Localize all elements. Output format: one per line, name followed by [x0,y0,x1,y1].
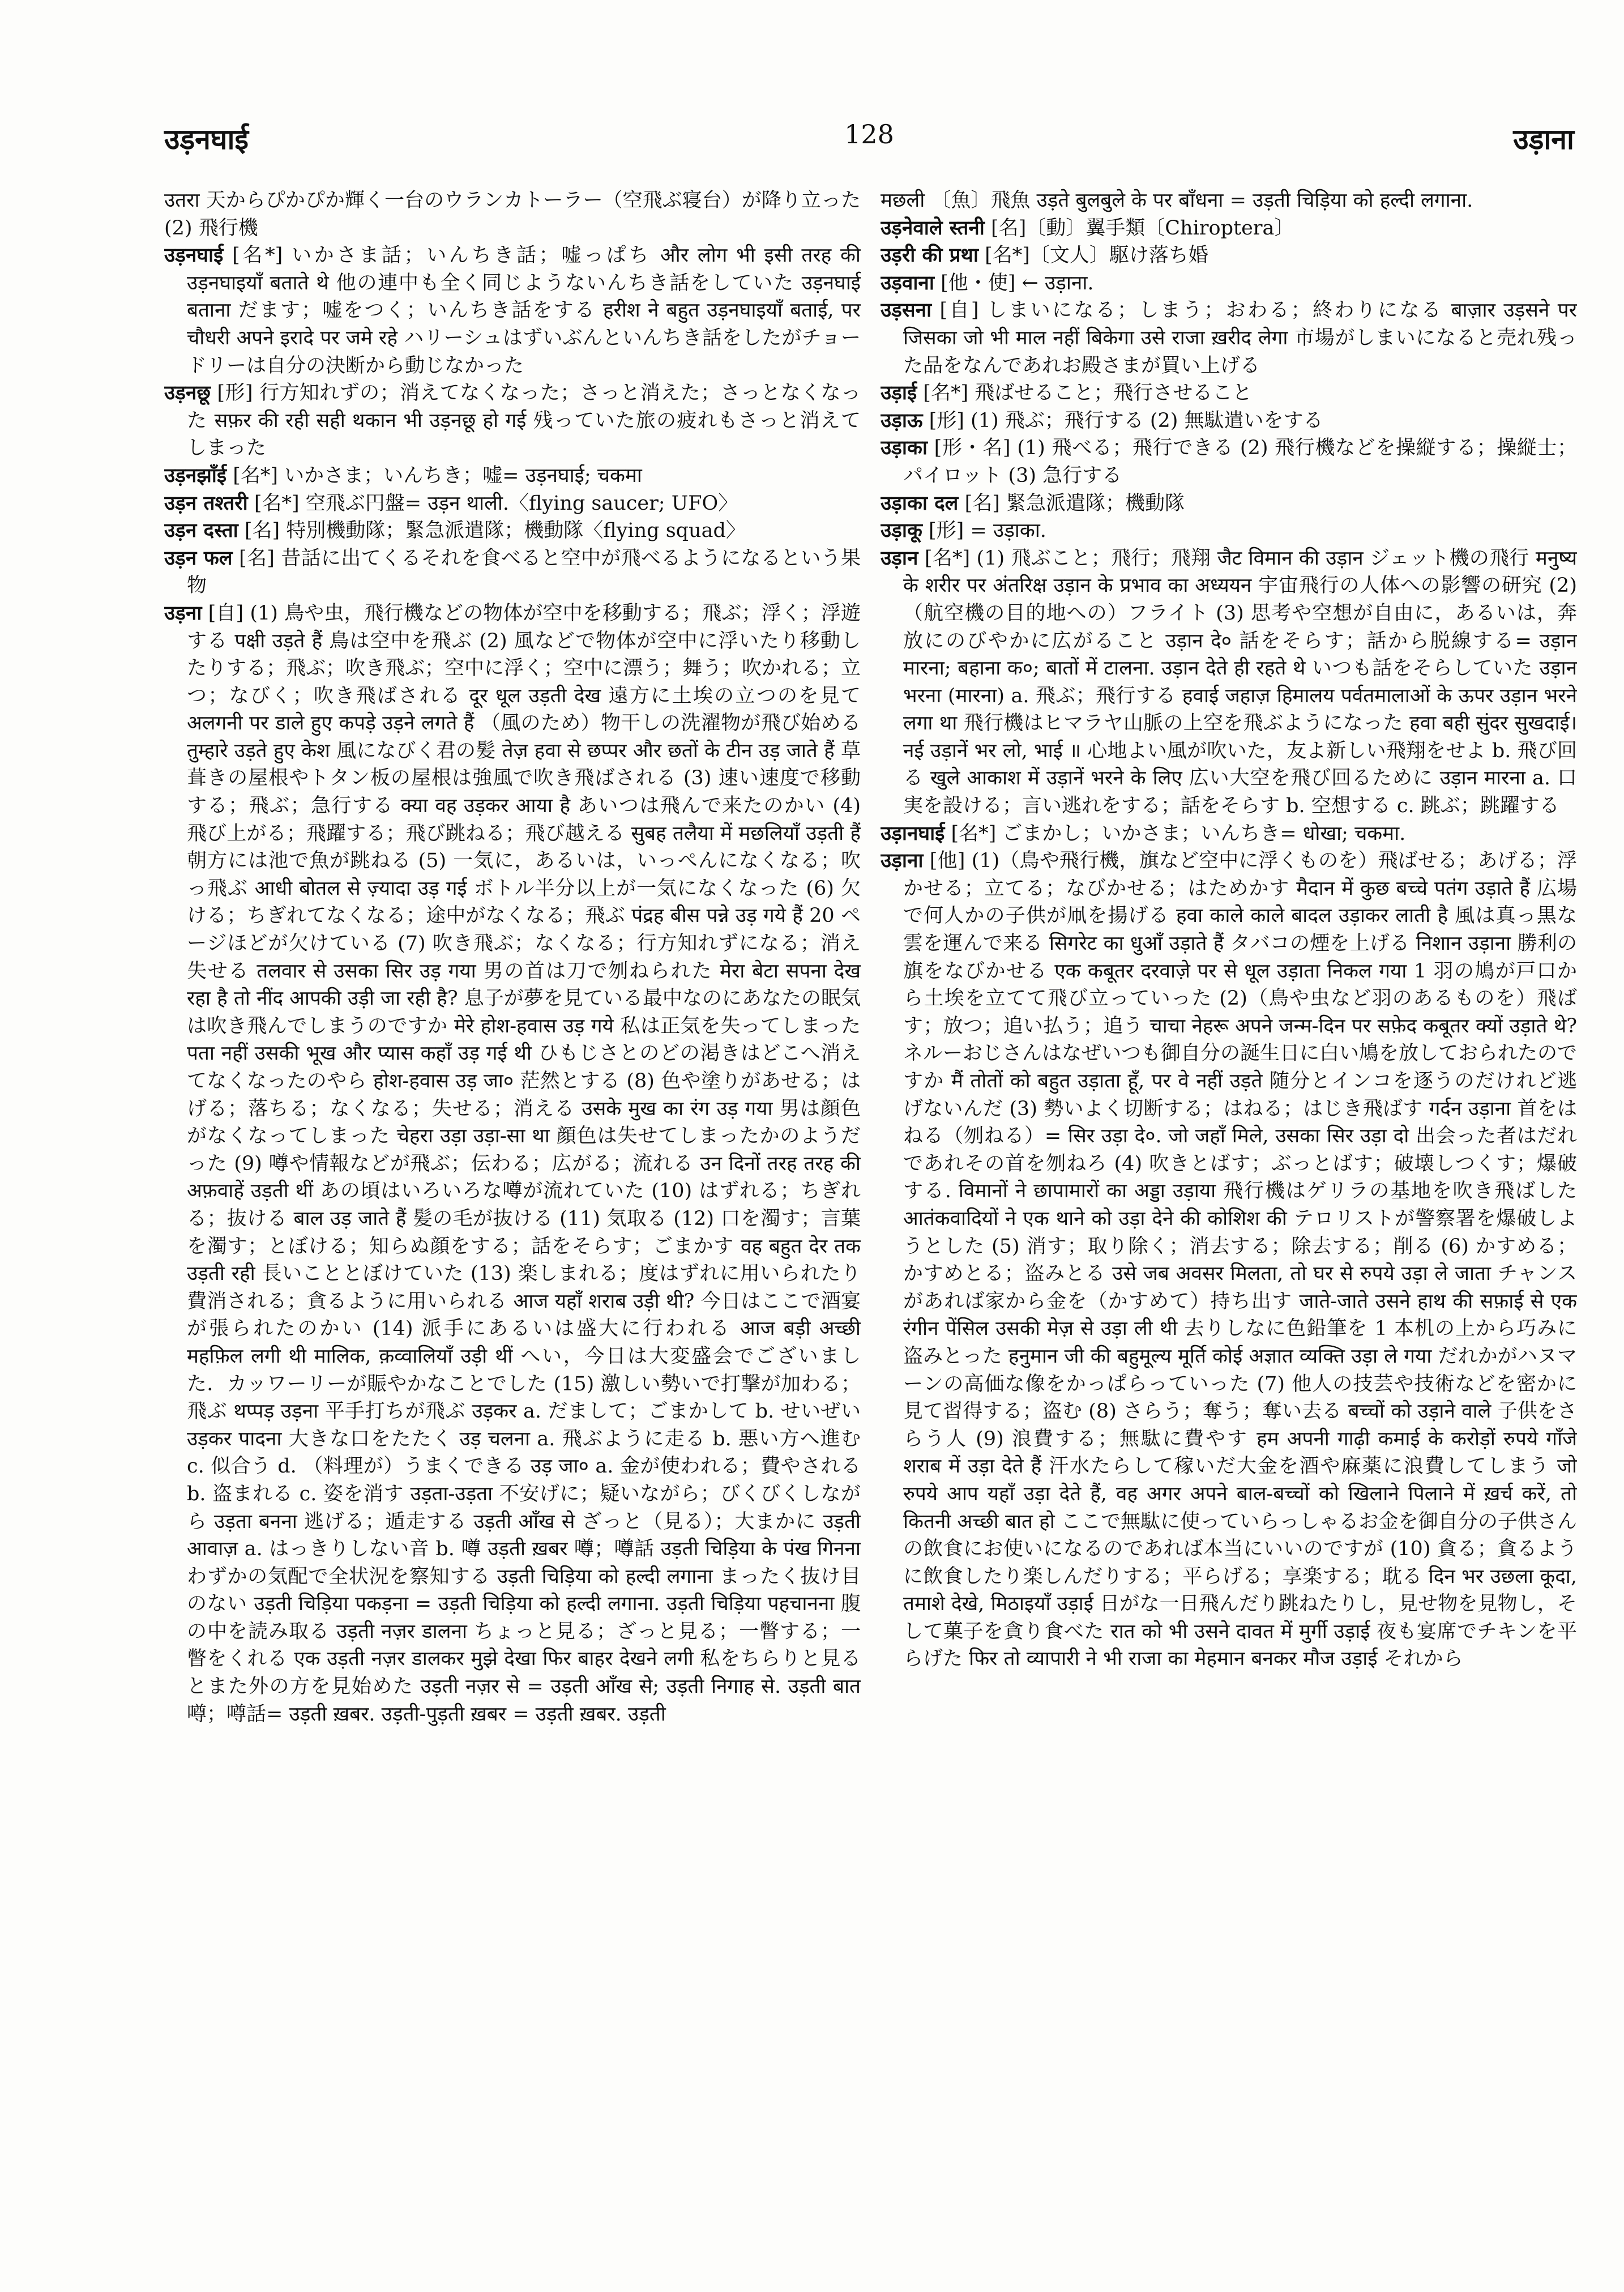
entry-body: [名]〔動〕翼手類〔Chiroptera〕 [990,216,1294,240]
dictionary-entry [881,820,1577,848]
entry-body: [形・名] (1) 飛べる；飛行できる (2) 飛行機などを操縦する；操縦士；パイロット (3) 急行する [903,437,1577,487]
entry-body: [名*] いかさま；いんちき；嘘= उड़नघाई; चकमा [233,464,642,487]
entry-headword: उड़न दस्ता [164,519,238,543]
entry-body: [名] 緊急派遣隊；機動隊 [964,492,1185,515]
dictionary-entry [881,490,1577,518]
dictionary-entry [164,517,861,545]
page-number: 128 [844,119,894,150]
page-header [164,113,1574,159]
entry-body: [自] (1) 鳥や虫，飛行機などの物体が空中を移動する；飛ぶ；浮く；浮遊する पक्षी उड़ते हैं 鳥は空中を飛ぶ (2) 風などで物体が空中に浮いたり移動したりする；飛ぶ；吹き飛ぶ；空中に浮く；空中に漂う；舞う；吹かれる；立つ；なびく；吹き飛ばされる दूर धूल उड़ती देख 遠方に土埃の立つのを見て अलगनी पर डाले हुए कपड़े उड़ने लगते हैं （風のため）物干しの洗濯物が飛び始める तुम्हारे उड़ते हुए केश 風になびく君の髪 तेज़ हवा से छप्पर और छतों के टीन उड़ जाते हैं 草葺きの屋根やトタン板の屋根は強風で吹き飛ばされる (3) 速い速度で移動する；飛ぶ；急行する क्या वह उड़कर आया है あいつは飛んで来たのかい (4) 飛び上がる；飛躍する；飛び跳ねる；飛び越える सुबह तलैया में मछलियाँ उड़ती हैं 朝方には池で魚が跳ねる (5) 一気に，あるいは，いっぺんになくなる；吹っ飛ぶ आधी बोतल से ज़्यादा उड़ गई ボトル半分以上が一気になくなった (6) 欠ける；ちぎれてなくなる；途中がなくなる；飛ぶ पंद्रह बीस पन्ने उड़ गये हैं 20 ページほどが欠けている (7) 吹き飛ぶ；なくなる；行方知れずになる；消え失せる तलवार से उसका सिर उड़ गया 男の首は刀で刎ねられた मेरा बेटा सपना देख रहा है तो नींद आपकी उड़ी जा रही है? 息子が夢を見ている最中なのにあなたの眠気は吹き飛んでしまうのですか मेरे होश-हवास उड़ गये 私は正気を失ってしまった पता नहीं उसकी भूख और प्यास कहाँ उड़ गई थी ひもじさとのどの渇きはどこへ消えてなくなったのやら होश-हवास उड़ जा० 茫然とする (8) 色や塗りがあせる；はげる；落ちる；なくなる；失せる；消える उसके मुख का रंग उड़ गया 男は顔色がなくなってしまった चेहरा उड़ा उड़ा-सा था 顔色は失せてしまったかのようだった (9) 噂や情報などが飛ぶ；伝わる；広がる；流れる उन दिनों तरह तरह की अफ़वाहें उड़ती थीं あの頃はいろいろな噂が流れていた (10) はずれる；ちぎれる；抜ける बाल उड़ जाते हैं 髪の毛が抜ける (11) 気取る (12) 口を濁す；言葉を濁す；とぼける；知らぬ顔をする；話をそらす；ごまかす वह बहुत देर तक उड़ती रही 長いこととぼけていた (13) 楽しまれる；度はずれに用いられたり費消される；貪るように用いられる आज यहाँ शराब उड़ी थी? 今日はここで酒宴が張られたのかい (14) 派手にあるいは盛大に行われる आज बड़ी अच्छी महफ़िल लगी थी मालिक, क़व्वालियाँ उड़ी थीं へい，今日は大変盛会でございました．カッワーリーが賑やかなことでした (15) 激しい勢いで打撃が加わる；飛ぶ थप्पड़ उड़ना 平手打ちが飛ぶ उड़कर a. だまして；ごまかして b. せいぜい उड़कर पादना 大きな口をたたく उड़ चलना a. 飛ぶように走る b. 悪い方へ進む c. 似合う d. （料理が）うまくできる उड़ जा० a. 金が使われる；費やされる b. 盗まれる c. 姿を消す उड़ता-उड़ता 不安げに；疑いながら；びくびくしながら उड़ता बनना 逃げる；遁走する उड़ती आँख से ざっと（見る）；大まかに उड़ती आवाज़ a. はっきりしない音 b. 噂 उड़ती ख़बर 噂；噂話 उड़ती चिड़िया के पंख गिनना わずかの気配で全状況を察知する उड़ती चिड़िया को हल्दी लगाना まったく抜け目のない उड़ती चिड़िया पकड़ना = उड़ती चिड़िया को हल्दी लगाना. उड़ती चिड़िया पहचानना 腹の中を読み取る उड़ती नज़र डालना ちょっと見る；ざっと見る；一瞥する；一瞥をくれる एक उड़ती नज़र डालकर मुझे देखा फिर बाहर देखने लगी 私をちらりと見るとまた外の方を見始めた उड़ती नज़र से = उड़ती आँख से; उड़ती निगाह से. उड़ती बात 噂；噂話= उड़ती ख़बर. उड़ती-पुड़ती ख़बर = उड़ती ख़बर. उड़ती [187,601,861,1726]
entry-headword: उड़ाई [881,381,917,405]
right-column [881,187,1577,2248]
entry-body: [形] (1) 飛ぶ；飛行する (2) 無駄遣いをする [929,409,1323,432]
dictionary-entry [881,242,1577,270]
dictionary-entry [881,270,1577,297]
entry-body: [名*] 飛ばせること；飛行させること [923,382,1253,405]
entry-headword: उड़ान [881,546,918,570]
dictionary-entry [881,297,1577,379]
dictionary-entry [164,600,861,1728]
right-running-headword: उड़ाना [1513,122,1574,156]
entry-headword: उड़री की प्रथा [881,244,978,267]
dictionary-entry [164,379,861,462]
entry-headword: उड़ाका [881,436,928,460]
dictionary-entry [164,490,861,518]
left-running-headword: उड़नघाई [164,122,249,156]
dictionary-entry [164,187,861,242]
dictionary-entry [881,847,1577,1673]
dictionary-entry [881,407,1577,435]
dictionary-entry [164,545,861,600]
entry-headword: उड़ाऊ [881,408,923,432]
entry-headword: उड़ाना [881,849,924,873]
entry-headword: उड़न फल [164,546,233,570]
dictionary-entry [881,434,1577,489]
entry-body: [名*] 空飛ぶ円盤= उड़न थाली.〈flying saucer; UFO〉 [254,492,738,515]
left-column [164,187,861,2248]
dictionary-entry [881,379,1577,407]
entry-body: उतरा 天からぴかぴか輝く一台のウランカトーラー（空飛ぶ寝台）が降り立った (2) 飛行機 [164,189,861,240]
dictionary-entry [881,545,1577,820]
entry-headword: उड़ाका दल [881,491,959,515]
entry-headword: उड़न तश्तरी [164,491,248,515]
entry-body: मछली 〔魚〕飛魚 उड़ते बुलबुले के पर बाँधना = उड़ती चिड़िया को हल्दी लगाना. [881,189,1473,212]
entry-headword: उड़वाना [881,271,934,294]
entry-body: [名*] (1) 飛ぶこと；飛行；飛翔 जैट विमान की उड़ान ジェット機の飛行 मनुष्य के शरीर पर अंतरिक्ष उड़ान के प्रभाव का अध्ययन 宇宙飛行の人体への影響の研究 (2)（航空機の目的地への）フライト (3) 思考や空想が自由に，あるいは，奔放にのびやかに広がること उड़ान दे० 話をそらす；話から脱線する= उड़ान मारना; बहाना क०; बातों में टालना. उड़ान देते ही रहते थे いつも話をそらしていた उड़ान भरना (मारना) a. 飛ぶ；飛行する हवाई जहाज़ हिमालय पर्वतमालाओं के ऊपर उड़ान भरने लगा था 飛行機はヒマラヤ山脈の上空を飛ぶようになった हवा बही सुंदर सुखदाई। नई उड़ानें भर लो, भाई ॥ 心地よい風が吹いた，友よ新しい飛翔をせよ b. 飛び回る खुले आकाश में उड़ानें भरने के लिए 広い大空を飛び回るために उड़ान मारना a. 口実を設ける；言い逃れをする；話をそらす b. 空想する c. 跳ぶ；跳躍する [903,547,1577,818]
entry-headword: उड़नघाई [164,244,224,267]
entry-body: [名*] ごまかし；いかさま；いんちき= धोखा; चकमा. [951,822,1406,845]
dictionary-entry [881,187,1577,215]
entry-headword: उड़ाकू [881,519,922,543]
entry-body: [自] しまいになる；しまう；おわる；終わりになる बाज़ार उड़सने पर जिसका जो भी माल नहीं बिकेगा उसे राजा ख़रीद लेगा 市場がしまいになると売れ残った品をなんであれお殿さまが買い上げる [903,299,1577,377]
entry-body: [名*]〔文人〕駆け落ち婚 [985,244,1208,267]
entry-headword: उड़नछू [164,381,211,405]
dictionary-entry [881,215,1577,242]
dictionary-entry [881,517,1577,545]
entry-body: [形] 行方知れずの；消えてなくなった；さっと消えた；さっとなくなった सफ़र की रही सही थकान भी उड़नछू हो गई 残っていた旅の疲れもさっと消えてしまった [187,382,861,460]
entry-body: [形] = उड़ाका. [929,519,1046,543]
entry-body: [名] 特別機動隊；緊急派遣隊；機動隊〈flying squad〉 [244,519,746,543]
entry-headword: उड़नझाँई [164,463,227,487]
dictionary-entry [164,242,861,379]
entry-headword: उड़नेवाले स्तनी [881,216,985,240]
entry-body: [他] (1)（鳥や飛行機，旗など空中に浮くものを）飛ばせる；あげる；浮かせる；立てる；なびかせる；はためかす मैदान में कुछ बच्चे पतंग उड़ाते हैं 広場で何人かの子供が凧を揚げる हवा काले काले बादल उड़ाकर लाती है 風は真っ黒な雲を運んで来る सिगरेट का धुआँ उड़ाते हैं タバコの煙を上げる निशान उड़ाना 勝利の旗をなびかせる एक कबूतर दरवाज़े पर से धूल उड़ाता निकल गया 1 羽の鳩が戸口から土埃を立てて飛び立っていった (2)（鳥や虫など羽のあるものを）飛ばす；放つ；追い払う；追う चाचा नेहरू अपने जन्म-दिन पर सफ़ेद कबूतर क्यों उड़ाते थे? ネルーおじさんはなぜいつも御自分の誕生日に白い鳩を放しておられたのですか मैं तोतों को बहुत उड़ाता हूँ, पर वे नहीं उड़ते 随分とインコを逐うのだけれど逃げないんだ (3) 勢いよく切断する；はねる；はじき飛ばす गर्दन उड़ाना 首をはねる（刎ねる）= सिर उड़ा दे०. जो जहाँ मिले, उसका सिर उड़ा दो 出会った者はだれであれその首を刎ねろ (4) 吹きとばす；ぶっとばす；破壊しつくす；爆破する. विमानों ने छापामारों का अड्डा उड़ाया 飛行機はゲリラの基地を吹き飛ばした आतंकवादियों ने एक थाने को उड़ा देने की कोशिश की テロリストが警察署を爆破しようとした (5) 消す；取り除く；消去する；除去する；削る (6) かすめる；かすめとる；盗みとる उसे जब अवसर मिलता, तो घर से रुपये उड़ा ले जाता チャンスがあれば家から金を（かすめて）持ち出す जाते-जाते उसने हाथ की सफ़ाई से एक रंगीन पेंसिल उसकी मेज़ से उड़ा ली थी 去りしなに色鉛筆を 1 本机の上から巧みに盗みとった हनुमान जी की बहुमूल्य मूर्ति कोई अज्ञात व्यक्ति उड़ा ले गया だれかがハヌマーンの高価な像をかっぱらっていった (7) 他人の技芸や技術などを密かに見て習得する；盗む (8) さらう；奪う；奪い去る बच्चों को उड़ाने वाले 子供をさらう人 (9) 浪費する；無駄に費やす हम अपनी गाढ़ी कमाई के करोड़ों रुपये गाँजे शराब में उड़ा देते हैं 汗水たらして稼いだ大金を酒や麻薬に浪費してしまう जो रुपये आप यहाँ उड़ा देते हैं, वह अगर अपने बाल-बच्चों को खिलाने पिलाने में ख़र्च करें, तो कितनी अच्छी बात हो ここで無駄に使っていらっしゃるお金を御自分の子供さんの飲食にお使いになるのであれば本当にいいのですが (10) 貪る；貪るように飲食したり楽しんだりする；平らげる；享楽する；耽る दिन भर उछला कूदा, तमाशे देखे, मिठाइयाँ उड़ाई 日がな一日飛んだり跳ねたりし，見せ物を見物し，そして菓子を貪り食べた रात को भी उसने दावत में मुर्गी उड़ाई 夜も宴席でチキンを平らげた फिर तो व्यापारी ने भी राजा का मेहमान बनकर मौज उड़ाई それから [903,850,1577,1671]
dictionary-entry [164,462,861,490]
entry-headword: उड़ानघाई [881,821,945,845]
entry-body: [名] 昔話に出てくるそれを食べると空中が飛べるようになるという果物 [187,547,861,597]
entry-body: [他・使] ← उड़ाना. [941,271,1094,294]
entry-headword: उड़सना [881,298,932,322]
entry-headword: उड़ना [164,601,202,625]
entry-body: [名*] いかさま話；いんちき話；嘘っぱち और लोग भी इसी तरह की उड़नघाइयाँ बताते थे 他の連中も全く同じようないんちき話をしていた उड़नघाई बताना だます；嘘をつく；いんちき話をする हरीश ने बहुत उड़नघाइयाँ बताई, पर चौधरी अपने इरादे पर जमे रहे ハリーシュはずいぶんといんちき話をしたがチョードリーは自分の決断から動じなかった [187,244,861,377]
